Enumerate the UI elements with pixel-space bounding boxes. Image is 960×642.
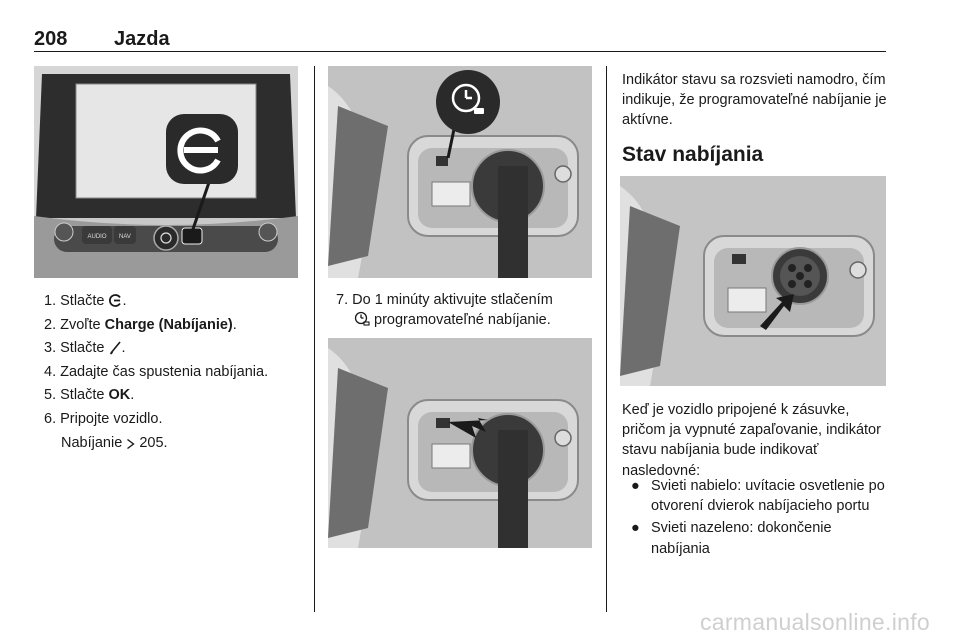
step-6-page-reference[interactable]: Nabíjanie 205. [61,434,168,451]
page-header [34,26,886,52]
audio-button-label: AUDIO [87,234,107,240]
chapter-title: Jazda [114,28,170,50]
bullet-icon: ● [631,478,640,494]
step-7: 7. Do 1 minúty aktivujte stlačením programovateľné nabíjanie. [336,292,553,328]
watermark: carmanualsonline.info [699,609,930,635]
step-3: 3. Stlačte . [44,340,126,357]
photo-charging-port-timer [328,66,592,278]
step-2: 2. Zvoľte Charge (Nabíjanie). [44,316,237,333]
bullet-icon: ● [631,520,640,537]
charge-icon [109,293,123,308]
photo-charging-port-indicator [328,338,592,548]
section-heading-charging-status: Stav nabíjania [622,143,764,166]
step-5: 5. Stlačte OK. [44,387,135,404]
bullet-item-green: ● Svieti nazeleno: dokončenie nabíjania [631,520,832,557]
charging-steps-list [44,290,304,455]
photo-infotainment-panel [34,66,298,278]
page-number: 208 [34,28,68,50]
step-6: 6. Pripojte vozidlo. [44,410,163,427]
photo-charging-socket [620,176,886,386]
status-indicator-paragraph: Indikátor stavu sa rozsvieti namodro, čím indikuje, že programovateľné nabíjanie je aktívne. [622,72,887,129]
charging-status-paragraph: Keď je vozidlo pripojené k zásuvke, pričom ja vypnuté zapaľovanie, indikátor stavu nabíjania bude indikovať nasledovné: [622,402,881,479]
column-divider-2 [606,66,607,612]
charging-status-list [631,476,893,561]
column-divider-1 [314,66,315,612]
nav-button-label: NAV [119,234,131,240]
page-ref-icon [126,438,135,450]
step-1: 1. Stlačte . [44,293,127,309]
pen-icon [109,340,122,355]
bullet-item-white: ● Svieti nabielo: uvítacie osvetlenie po otvorení dvierok nabíjacieho portu [631,478,885,515]
timer-plug-icon [354,311,370,327]
step-4: 4. Zadajte čas spustenia nabíjania. [44,363,269,380]
